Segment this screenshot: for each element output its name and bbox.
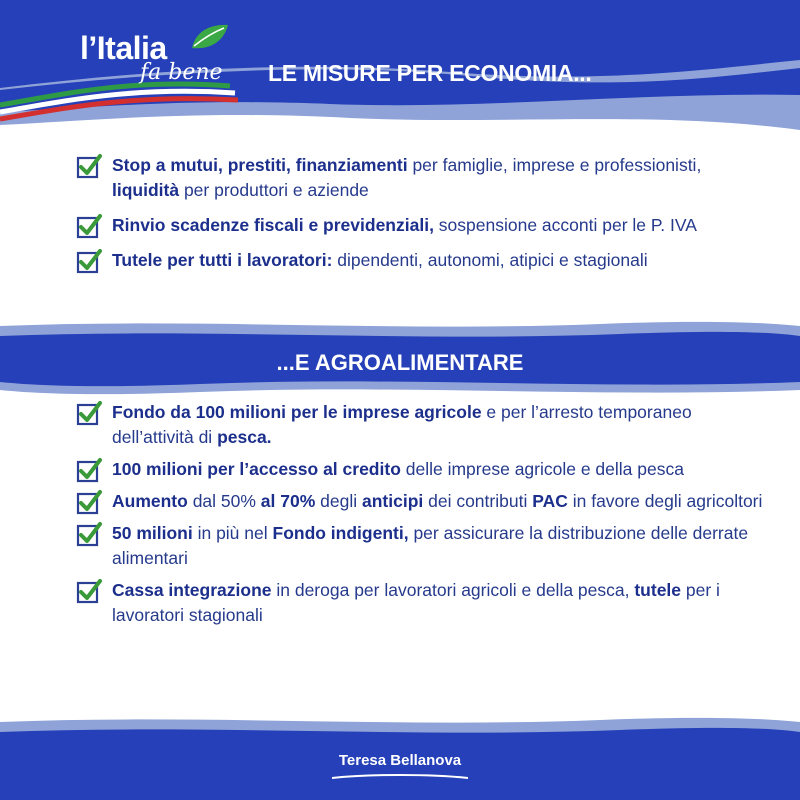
list-item-text (112, 153, 766, 203)
text-span: per produttori e aziende (179, 180, 369, 200)
bold-text-span: Aumento (112, 491, 188, 511)
list-item-text (112, 457, 766, 482)
logo-title: l’Italia (80, 30, 167, 66)
text-span: per i lavoratori stagionali (112, 580, 720, 625)
logo-subtitle: fa bene (140, 60, 223, 85)
checkmark-box-icon (76, 579, 102, 605)
checkmark-box-icon (76, 490, 102, 516)
agrifood-list-item (76, 489, 766, 514)
text-span: per assicurare la distribuzione delle derrate alimentari (112, 523, 749, 568)
agrifood-list-item (76, 578, 766, 628)
section-title-agrifood: ...E AGROALIMENTARE (276, 350, 524, 375)
agrifood-list-item (76, 400, 766, 450)
list-item-text (112, 578, 766, 628)
text-span: delle imprese agricole e della pesca (400, 459, 684, 479)
bold-text-span: Fondo da 100 milioni per le imprese agricole (112, 402, 482, 422)
text-span: sospensione acconti per le P. IVA (433, 215, 697, 235)
agrifood-measures-list (76, 400, 766, 635)
bold-text-span: Fondo indigenti, (272, 523, 409, 543)
list-item-text (112, 248, 766, 273)
bold-text-span: al 70% (260, 491, 316, 511)
economy-list-item (76, 213, 766, 238)
text-span: in più nel (192, 523, 273, 543)
bold-text-span: 50 milioni (112, 523, 193, 543)
bold-text-span: Rinvio scadenze fiscali e previdenziali, (112, 215, 434, 235)
bold-text-span: Tutele per tutti i lavoratori: (112, 250, 333, 270)
economy-measures-list (76, 153, 766, 283)
checkmark-box-icon (76, 458, 102, 484)
list-item-text (112, 213, 766, 238)
agrifood-list-item (76, 457, 766, 482)
header-banner (0, 0, 800, 135)
bold-text-span: anticipi (361, 491, 424, 511)
leaf-icon (190, 22, 230, 52)
bold-text-span: tutele (634, 580, 682, 600)
checkmark-box-icon (76, 214, 102, 240)
text-span: in favore degli agricoltori (567, 491, 763, 511)
text-span: degli (315, 491, 362, 511)
signature-name: Teresa Bellanova (338, 752, 462, 769)
text-span: in deroga per lavoratori agricoli e della pesca, (271, 580, 635, 600)
text-span: e per l’arresto temporaneo dell’attività di (112, 402, 692, 447)
economy-list-item (76, 248, 766, 273)
bold-text-span: Cassa integrazione (112, 580, 272, 600)
bold-text-span: pesca. (217, 427, 272, 447)
checkmark-box-icon (76, 522, 102, 548)
text-span: per famiglie, imprese e professionisti, (407, 155, 702, 175)
economy-list-item (76, 153, 766, 203)
agrifood-list-item (76, 521, 766, 571)
checkmark-box-icon (76, 249, 102, 275)
list-item-text (112, 521, 766, 571)
text-span: dal 50% (187, 491, 261, 511)
page-title: LE MISURE PER ECONOMIA... (268, 60, 592, 86)
bold-text-span: liquidità (112, 180, 180, 200)
bold-text-span: Stop a mutui, prestiti, finanziamenti (112, 155, 408, 175)
checkmark-box-icon (76, 154, 102, 180)
text-span: dipendenti, autonomi, atipici e stagionali (332, 250, 648, 270)
checkmark-box-icon (76, 401, 102, 427)
bold-text-span: 100 milioni per l’accesso al credito (112, 459, 401, 479)
list-item-text (112, 489, 766, 514)
signature-underline (330, 772, 470, 782)
bold-text-span: PAC (532, 491, 568, 511)
text-span: dei contributi (423, 491, 533, 511)
list-item-text (112, 400, 766, 450)
